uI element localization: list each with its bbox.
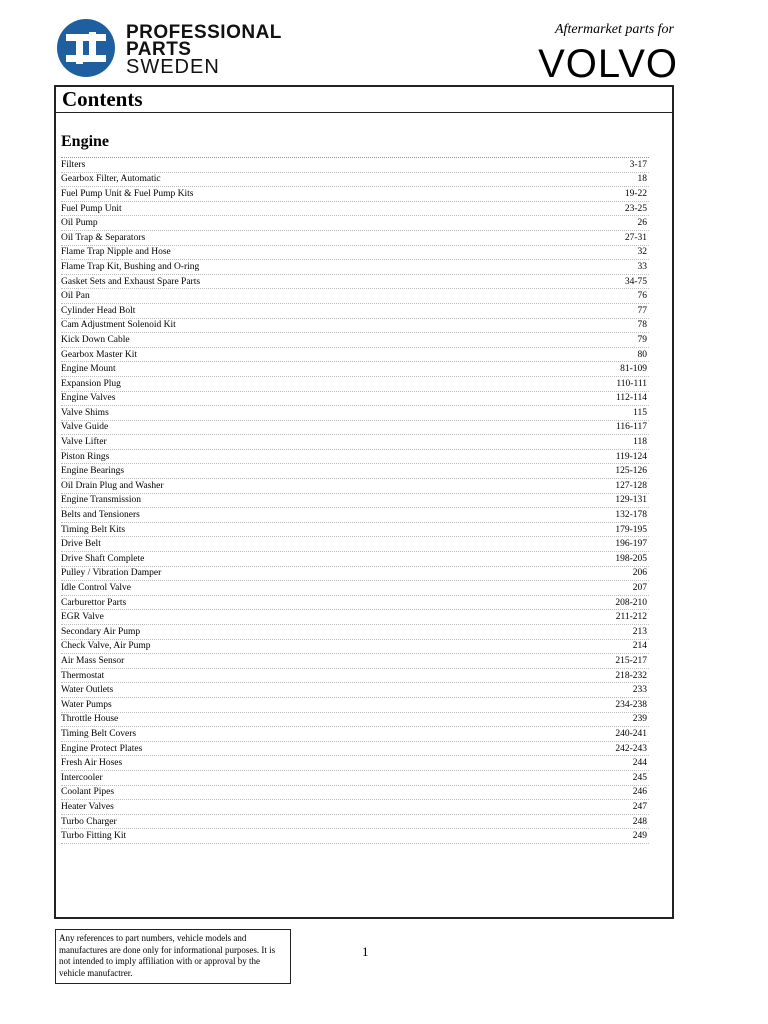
- toc-item-label: Secondary Air Pump: [61, 626, 141, 637]
- toc-item-label: Oil Pan: [61, 291, 90, 302]
- toc-row[interactable]: [61, 348, 649, 363]
- toc-row[interactable]: [61, 683, 649, 698]
- toc-item-pages: 26: [637, 218, 647, 229]
- logo-line-parts: PARTS: [126, 39, 192, 60]
- toc-row[interactable]: [61, 216, 649, 231]
- toc-item-label: Flame Trap Nipple and Hose: [61, 247, 171, 258]
- toc-item-pages: 76: [637, 291, 647, 302]
- toc-item-label: Engine Bearings: [61, 466, 125, 477]
- toc-item-pages: 77: [637, 305, 647, 316]
- toc-row[interactable]: [61, 508, 649, 523]
- toc-item-label: Valve Lifter: [61, 437, 107, 448]
- toc-row[interactable]: [61, 202, 649, 217]
- toc-item-pages: 32: [637, 247, 647, 258]
- toc-item-label: Timing Belt Kits: [61, 524, 126, 535]
- toc-item-pages: 78: [637, 320, 647, 331]
- toc-item-pages: 19-22: [624, 188, 647, 199]
- toc-row[interactable]: [61, 800, 649, 815]
- toc-item-pages: 208-210: [615, 597, 647, 608]
- toc-row[interactable]: [61, 479, 649, 494]
- toc-row[interactable]: [61, 435, 649, 450]
- toc-item-pages: 127-128: [615, 480, 647, 491]
- toc-item-label: Oil Drain Plug and Washer: [61, 480, 164, 491]
- toc-item-pages: 234-238: [615, 699, 647, 710]
- toc-row[interactable]: [61, 187, 649, 202]
- toc-item-pages: 115: [633, 407, 647, 418]
- toc-item-pages: 249: [632, 831, 647, 842]
- toc-item-pages: 23-25: [624, 203, 647, 214]
- toc-row[interactable]: [61, 421, 649, 436]
- toc-item-pages: 248: [632, 816, 647, 827]
- toc-item-label: Timing Belt Covers: [61, 728, 137, 739]
- toc-item-label: Belts and Tensioners: [61, 510, 140, 521]
- toc-item-label: Engine Protect Plates: [61, 743, 143, 754]
- company-logo: [54, 18, 354, 78]
- logo-line-professional: PROFESSIONAL: [126, 22, 282, 43]
- toc-row[interactable]: [61, 377, 649, 392]
- toc-row[interactable]: [61, 537, 649, 552]
- section-heading-engine: Engine: [61, 133, 110, 150]
- toc-item-label: Idle Control Valve: [61, 583, 132, 594]
- toc-row[interactable]: [61, 304, 649, 319]
- contents-title: Contents: [62, 87, 143, 111]
- toc-item-label: Gearbox Master Kit: [61, 349, 137, 360]
- toc-row[interactable]: [61, 319, 649, 334]
- toc-item-label: Piston Rings: [61, 451, 110, 462]
- pps-logo-mark-icon: [54, 18, 118, 78]
- toc-item-label: Heater Valves: [61, 801, 114, 812]
- toc-item-label: Fuel Pump Unit: [61, 203, 122, 214]
- toc-row[interactable]: [61, 362, 649, 377]
- toc-item-label: Intercooler: [61, 772, 103, 783]
- toc-row[interactable]: [61, 713, 649, 728]
- toc-item-pages: 119-124: [615, 451, 647, 462]
- toc-item-label: Kick Down Cable: [61, 334, 130, 345]
- logo-wordmark: [126, 24, 282, 77]
- toc-row[interactable]: [61, 596, 649, 611]
- toc-item-label: Gasket Sets and Exhaust Spare Parts: [61, 276, 201, 287]
- toc-row[interactable]: [61, 275, 649, 290]
- toc-item-label: Coolant Pipes: [61, 787, 115, 798]
- toc-row[interactable]: [61, 640, 649, 655]
- toc-row[interactable]: [61, 246, 649, 261]
- toc-item-label: Expansion Plug: [61, 378, 121, 389]
- toc-item-pages: 245: [632, 772, 647, 783]
- toc-item-label: Cam Adjustment Solenoid Kit: [61, 320, 176, 331]
- toc-item-pages: 112-114: [616, 393, 647, 404]
- toc-item-label: Pulley / Vibration Damper: [61, 568, 162, 579]
- toc-row[interactable]: [61, 567, 649, 582]
- title-divider: [56, 112, 672, 113]
- toc-item-pages: 240-241: [615, 728, 647, 739]
- toc-row[interactable]: [61, 158, 649, 173]
- toc-item-pages: 215-217: [615, 655, 647, 666]
- brand-name: VOLVO: [538, 42, 678, 86]
- toc-item-label: Drive Shaft Complete: [61, 553, 145, 564]
- toc-list: [61, 157, 649, 844]
- toc-row[interactable]: [61, 260, 649, 275]
- tagline: Aftermarket parts for: [555, 22, 674, 37]
- toc-item-pages: 116-117: [616, 422, 647, 433]
- toc-item-label: Filters: [61, 159, 86, 170]
- toc-row[interactable]: [61, 450, 649, 465]
- toc-item-label: Gearbox Filter, Automatic: [61, 174, 161, 185]
- toc-item-label: Flame Trap Kit, Bushing and O-ring: [61, 261, 200, 272]
- toc-item-pages: 132-178: [615, 510, 647, 521]
- toc-item-pages: 207: [632, 583, 647, 594]
- toc-item-pages: 110-111: [616, 378, 647, 389]
- toc-item-label: Oil Trap & Separators: [61, 232, 146, 243]
- toc-row[interactable]: [61, 494, 649, 509]
- toc-row[interactable]: [61, 333, 649, 348]
- toc-item-pages: 81-109: [620, 364, 647, 375]
- toc-row[interactable]: [61, 406, 649, 421]
- toc-item-label: Valve Guide: [61, 422, 109, 433]
- toc-row[interactable]: [61, 698, 649, 713]
- toc-row[interactable]: [61, 815, 649, 830]
- toc-row[interactable]: [61, 289, 649, 304]
- toc-item-pages: 206: [632, 568, 647, 579]
- toc-item-label: Engine Valves: [61, 393, 116, 404]
- toc-item-pages: 242-243: [615, 743, 647, 754]
- toc-item-pages: 3-17: [629, 159, 647, 170]
- toc-item-pages: 218-232: [615, 670, 647, 681]
- toc-item-label: Carburettor Parts: [61, 597, 127, 608]
- toc-row[interactable]: [61, 173, 649, 188]
- toc-item-pages: 118: [633, 437, 647, 448]
- toc-row[interactable]: [61, 625, 649, 640]
- toc-item-label: Engine Transmission: [61, 495, 141, 506]
- toc-item-label: Oil Pump: [61, 218, 98, 229]
- toc-item-pages: 246: [632, 787, 647, 798]
- toc-item-pages: 80: [637, 349, 647, 360]
- toc-row[interactable]: [61, 786, 649, 801]
- toc-row[interactable]: [61, 669, 649, 684]
- toc-item-pages: 27-31: [624, 232, 647, 243]
- toc-item-pages: 233: [632, 685, 647, 696]
- toc-item-pages: 179-195: [615, 524, 647, 535]
- toc-item-label: Valve Shims: [61, 407, 109, 418]
- toc-item-pages: 125-126: [615, 466, 647, 477]
- toc-item-pages: 213: [632, 626, 647, 637]
- toc-row[interactable]: [61, 756, 649, 771]
- toc-item-label: Fresh Air Hoses: [61, 758, 123, 769]
- toc-item-pages: 196-197: [615, 539, 647, 550]
- toc-item-pages: 214: [632, 641, 647, 652]
- page-number: 1: [362, 944, 369, 959]
- toc-item-label: Water Pumps: [61, 699, 112, 710]
- toc-item-pages: 211-212: [615, 612, 647, 623]
- toc-row[interactable]: [61, 727, 649, 742]
- toc-item-label: Water Outlets: [61, 685, 114, 696]
- toc-row[interactable]: [61, 523, 649, 538]
- toc-row[interactable]: [61, 552, 649, 567]
- toc-item-pages: 239: [632, 714, 647, 725]
- toc-row[interactable]: [61, 464, 649, 479]
- toc-row[interactable]: [61, 771, 649, 786]
- toc-row[interactable]: [61, 610, 649, 625]
- toc-item-pages: 18: [637, 174, 647, 185]
- toc-item-label: Turbo Fitting Kit: [61, 831, 127, 842]
- toc-row[interactable]: [61, 231, 649, 246]
- toc-row[interactable]: [61, 742, 649, 757]
- toc-item-label: Engine Mount: [61, 364, 116, 375]
- toc-item-label: Check Valve, Air Pump: [61, 641, 151, 652]
- toc-item-label: EGR Valve: [61, 612, 104, 623]
- toc-row[interactable]: [61, 392, 649, 407]
- toc-item-pages: 34-75: [624, 276, 647, 287]
- toc-item-label: Air Mass Sensor: [61, 655, 125, 666]
- toc-item-label: Cylinder Head Bolt: [61, 305, 136, 316]
- toc-item-pages: 198-205: [615, 553, 647, 564]
- toc-row[interactable]: [61, 654, 649, 669]
- toc-row[interactable]: [61, 581, 649, 596]
- toc-item-label: Turbo Charger: [61, 816, 117, 827]
- toc-item-pages: 247: [632, 801, 647, 812]
- logo-line-sweden: SWEDEN: [126, 56, 220, 78]
- toc-item-label: Fuel Pump Unit & Fuel Pump Kits: [61, 188, 194, 199]
- disclaimer-box: Any references to part numbers, vehicle models and manufactures are done only for informational purposes. It is not intended to imply affiliation with or approval by the vehicle manufactrer.: [55, 929, 291, 984]
- toc-item-label: Throttle House: [61, 714, 119, 725]
- contents-box: [54, 85, 674, 919]
- toc-item-label: Drive Belt: [61, 539, 101, 550]
- toc-item-pages: 79: [637, 334, 647, 345]
- toc-item-label: Thermostat: [61, 670, 105, 681]
- toc-row[interactable]: [61, 829, 649, 844]
- toc-item-pages: 129-131: [615, 495, 647, 506]
- toc-item-pages: 244: [632, 758, 647, 769]
- toc-item-pages: 33: [637, 261, 647, 272]
